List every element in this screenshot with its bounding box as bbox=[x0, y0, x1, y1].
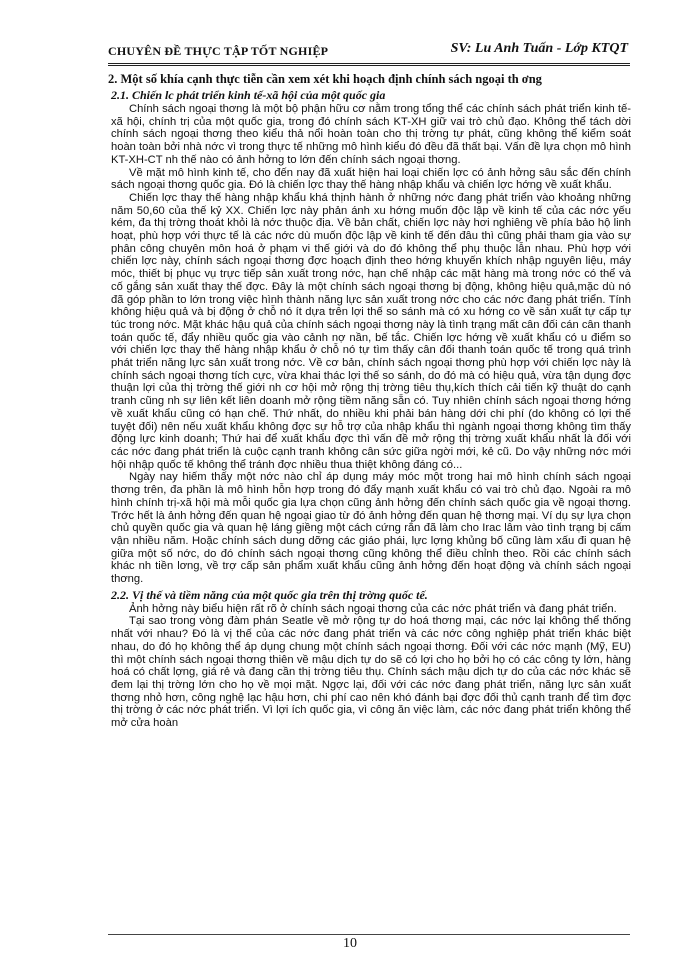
header-title: CHUYÊN ĐỀ THỰC TẬP TỐT NGHIỆP bbox=[108, 44, 329, 58]
header-rule bbox=[108, 63, 630, 66]
footer-rule bbox=[108, 934, 630, 935]
paragraph: Về mặt mô hình kinh tế, cho đến nay đã xuất hiện hai loại chiến lợc có ảnh hởng sâu sắc đến chính sách ngoại thơng quốc gia. Đó là chiến lợc thay thế hàng nhập khẩu và chiến lợc hớng về xuất khẩu. bbox=[111, 166, 631, 192]
paragraph: Tại sao trong vòng đàm phán Seatle về mở rộng tự do hoá thơng mại, các nớc lại không thể thống nhất với nhau? Đó là vị thế của các nớc đang phát triển và các nớc công nghiệp phát triển khác biệt nhau, do đó họ không thể áp dụng chung một chính sách ngoại thơng. Đối với các nớc mạnh (Mỹ, EU) thì một chính sách ngoại thơng thiên về mậu dịch tự do sẽ có lợi cho họ bởi họ có các công ty lớn, hàng hoá có chất lợng, giá rẻ và đang cần thị trờng tiêu thụ. Chính sách mậu dịch tự do của các nớc khác sẽ đem lại thị trờng lớn cho họ về mọi mặt. Ngợc lại, đối với các nớc đang phát triển, năng lực sản xuất thơng nhỏ hơn, công nghệ lạc hậu hơn, chi phí cao nên khó đánh bại đợc đối thủ cạnh tranh để tìm đợc thị trờng ở các nớc phát triển. Vì lợi ích quốc gia, vì công ăn việc làm, các nớc đang phát triển không thể mở cửa hoàn bbox=[111, 615, 631, 730]
body-text bbox=[111, 88, 631, 730]
running-header bbox=[108, 40, 628, 62]
header-author: SV: Lu Anh Tuấn - Lớp KTQT bbox=[450, 41, 628, 56]
paragraph: Ngày nay hiếm thấy một nớc nào chỉ áp dụng máy móc một trong hai mô hình chính sách ngoại thơng trên, đa phần là mô hình hỗn hợp trong đó đẩy mạnh xuất khẩu có vai trò chủ đạo. Ngoài ra mô hình chính trị-xã hội mà mỗi quốc gia lựa chọn cũng ảnh hởng đến chính sách quốc gia về ngoại thơng. Trớc hết là ảnh hởng đến quan hệ ngoại giao từ đó ảnh hởng đến quan hệ thơng mại. Ví dụ sự lựa chọn chủ quyền quốc gia và quan hệ láng giềng một cách cứng rắn đã làm cho Irac lâm vào tình trạng bị cấm vận nhiều năm. Hoặc chính sách dung dỡng các giáo phái, lực lợng khủng bố cũng làm xấu đi quan hệ giữa một số nớc, do đó chính sách ngoại thơng cũng không thể điều chỉnh theo. Rồi các chính sách khác nh tiền lơng, về trợ cấp sản phẩm xuất khẩu cũng ảnh hởng đến hoạt động và chính sách ngoại thơng. bbox=[111, 471, 631, 586]
section-title: 2. Một số khía cạnh thực tiễn cần xem xét khi hoạch định chính sách ngoại th ơng bbox=[108, 72, 542, 86]
subsection-heading-2-1: 2.1. Chiến lc phát triển kinh tế-xã hội của một quốc gia bbox=[111, 88, 386, 102]
paragraph: Chiến lợc thay thế hàng nhập khẩu khá thịnh hành ở những nớc đang phát triển vào khoảng những năm 50,60 của thế kỷ XX. Chiến lợc này phản ánh xu hớng muốn độc lập về kinh tế của các nớc yếu kém, đa thị trờng thoát khỏi là nớc thuộc địa. Về bản chất, chiến lợc này hơi nghiêng về phía bảo hộ linh hoạt, phù hợp với thực tế là các nớc dù muốn độc lập về kinh tế đến đâu thì cũng phải tham gia vào sự phân công chuyên môn hoá ở phạm vi thế giới và do đó không thể phụ thuộc lẫn nhau. Phù hợp với chiến lợc này, chính sách ngoại thơng đợc hoạch định theo hớng khuyến khích nhập nguyên liệu, máy móc, thiết bị phục vụ trực tiếp sản xuất trong nớc, hạn chế nhập các mặt hàng mà trong nớc có thể và cố gắng sản xuất thay thế đợc. Đây là một chính sách ngoại thơng bị động, không hiệu quả,mặc dù nó đã góp phần to lớn trong việc hình thành năng lực sản xuất trong nớc cho các nớc đang phát triển. Tính không hiệu quả và bị động ở chỗ nó ít dựa trên lợi thế so sánh mà có xu hớng co về sản xuất tự cấp tự túc trong nớc. Mặt khác hậu quả của chính sách ngoại thơng này là tình trạng mất cân đối cán cân thanh toán quốc tế, đẩy nhiều quốc gia vào cảnh nợ nần, bế tắc. Chiến lợc hớng về xuất khẩu có u điểm so với chiến lợc thay thế hàng nhập khẩu ở chỗ nó tự tìm thấy cân đối thanh toán quốc tế trong quá trình phát triển năng lực sản xuất trong nớc. Về cơ bản, chính sách ngoại thơng phù hợp với chiến lợc này là chính sách ngoại thơng tích cực, vừa khai thác lợi thế so sánh, do đó mà có hiệu quả, vừa tận dụng đợc thuận lợi của thị trờng thế giới nh cơ hội mở rộng thị trờng tiêu thụ,kích thích cải tiến kỹ thuật do cạnh tranh cũng nh sự liên kết liên doanh mở rộng tiềm năng sẵn có. Tuy nhiên chính sách ngoại thơng hớng về xuất khẩu cũng có hạn chế. Thứ nhất, do nhiều khi phải bán hàng dới chi phí (do không có lợi thế tuyệt đối) nên nếu xuất khẩu không đợc sự hỗ trợ của nhập khẩu thì ngành ngoại thơng không tìm thấy động lực kinh doanh; Thứ hai để xuất khẩu đợc thì vấn đề mở rộng thị trờng xuất khẩu nhất là đối với các nớc đang phát triển là cuộc cạnh tranh không cân sức giữa ngời mới, kẻ cũ. Do vậy những nớc mới hội nhập quốc tế không thể tránh đợc nhiều thua thiệt không đáng có... bbox=[111, 191, 631, 471]
paragraph: Ảnh hởng này biểu hiện rất rõ ở chính sách ngoại thơng của các nớc phát triển và đang phát triển. bbox=[129, 602, 617, 615]
subsection-heading-2-2: 2.2. Vị thế và tiềm năng của một quốc gia trên thị trờng quốc tế. bbox=[111, 587, 428, 602]
paragraph: Chính sách ngoại thơng là một bộ phận hữu cơ nằm trong tổng thể các chính sách phát triển kinh tế-xã hội, chính trị của một quốc gia, trong đó chính sách KT-XH giữ vai trò chủ đạo. Không thể tách dời chính sách ngoại thơng theo kiểu thả nổi hoàn toàn cho thị trờng tự phát, cũng không thể kiểm soát hoàn toàn bởi nhà nớc vì trong thực tế những mô hình kiểu đó đều đã thất bại. Vấn đề lựa chọn mô hình KT-XH-CT nh thế nào có ảnh hởng to lớn đến chính sách ngoại thơng. bbox=[111, 103, 631, 166]
page-number: 10 bbox=[343, 936, 357, 951]
